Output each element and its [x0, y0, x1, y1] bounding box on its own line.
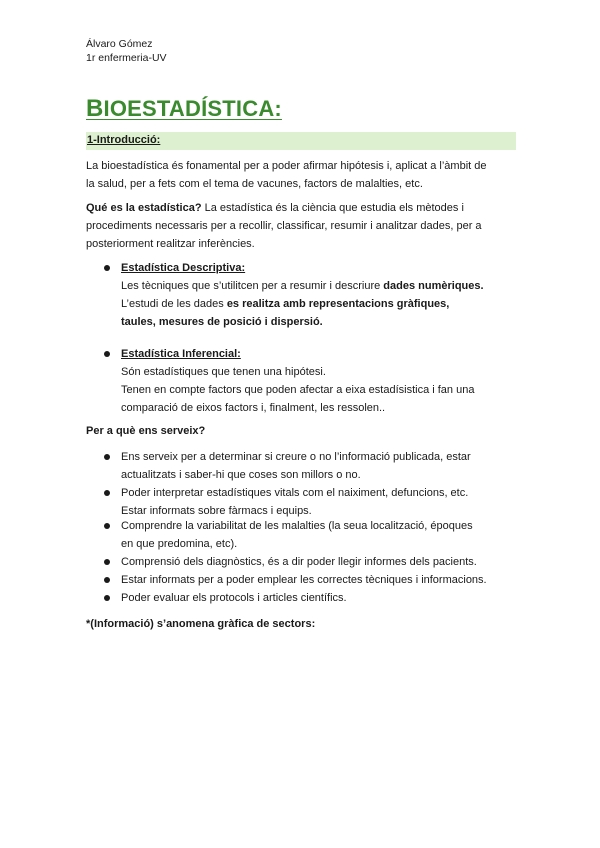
- inferential-heading: Estadística Inferencial:: [121, 348, 241, 360]
- use-1-line-2: actualitzats i saber-hi que coses son millors o no.: [121, 469, 361, 481]
- inferential-line-3: comparació de eixos factors i, finalment, les ressolen..: [121, 402, 386, 414]
- use-5-line-1: Estar informats per a poder emplear les correctes tècniques i informacions.: [121, 574, 487, 586]
- list-item: [104, 553, 516, 571]
- definition-paragraph: [86, 199, 516, 253]
- definition-line-2: procediments necessaris per a recollir, classificar, resumir i analitzar dades, per a: [86, 220, 482, 232]
- list-item: [104, 571, 516, 589]
- descriptive-line-1-bold: dades numèriques.: [383, 280, 484, 292]
- intro-paragraph: [86, 157, 516, 193]
- use-6-line-1: Poder evaluar els protocols i articles científics.: [121, 592, 347, 604]
- list-item: [104, 484, 516, 520]
- inferential-line-2: Tenen en compte factors que poden afectar a eixa estadísistica i fan una: [121, 384, 475, 396]
- section-heading-bar: [86, 132, 516, 150]
- note-line: *(Informació) s’anomena gràfica de sectors:: [86, 618, 316, 630]
- bullet-dot: [104, 595, 110, 601]
- descriptive-line-2-bold: es realitza amb representacions gràfiques,: [226, 298, 450, 310]
- bullet-dot: [104, 490, 110, 496]
- descriptive-line-3: taules, mesures de posició i dispersió.: [121, 316, 323, 328]
- list-item: [104, 589, 516, 607]
- definition-line-1: La estadística és la ciència que estudia els mètodes i: [201, 202, 464, 214]
- use-2-line-1: Poder interpretar estadístiques vitals com el naiximent, defuncions, etc.: [121, 487, 469, 499]
- bullet-dot: [104, 265, 110, 271]
- use-2-line-2: Estar informats sobre fàrmacs i equips.: [121, 505, 312, 517]
- bullet-dot: [104, 523, 110, 529]
- author-name: Álvaro Gómez: [86, 38, 153, 50]
- list-item: [104, 517, 516, 553]
- title-first-letter: B: [86, 95, 104, 122]
- use-3-line-2: en que predomina, etc).: [121, 538, 238, 550]
- title-rest: IOESTADÍSTICA:: [103, 96, 282, 121]
- section-heading: 1-Introducció:: [87, 134, 161, 146]
- inferential-line-1: Són estadístiques que tenen una hipótesi.: [121, 366, 326, 378]
- author-course: 1r enfermeria-UV: [86, 52, 167, 64]
- intro-line-1: La bioestadística és fonamental per a poder afirmar hipótesis i, aplicat a l’àmbit de: [86, 160, 487, 172]
- descriptive-line-2: L’estudi de les dades: [121, 298, 227, 310]
- definition-question: Qué es la estadística?: [86, 202, 202, 214]
- bullet-dot: [104, 577, 110, 583]
- bullet-dot: [104, 351, 110, 357]
- definition-line-3: posteriorment realitzar inferències.: [86, 238, 255, 250]
- descriptive-line-1: Les tècniques que s’utilitcen per a resumir i descriure: [121, 280, 384, 292]
- bullet-dot: [104, 454, 110, 460]
- uses-heading: Per a què ens serveix?: [86, 425, 206, 437]
- page-title: [86, 95, 282, 123]
- use-1-line-1: Ens serveix per a determinar si creure o no l’informació publicada, estar: [121, 451, 471, 463]
- intro-line-2: la salud, per a fets com el tema de vacunes, factors de malalties, etc.: [86, 178, 423, 190]
- descriptive-heading: Estadística Descriptiva:: [121, 262, 246, 274]
- use-3-line-1: Comprendre la variabilitat de les malalties (la seua localització, époques: [121, 520, 473, 532]
- use-4-line-1: Comprensió dels diagnòstics, és a dir poder llegir informes dels pacients.: [121, 556, 477, 568]
- bullet-dot: [104, 559, 110, 565]
- list-item: [104, 448, 516, 484]
